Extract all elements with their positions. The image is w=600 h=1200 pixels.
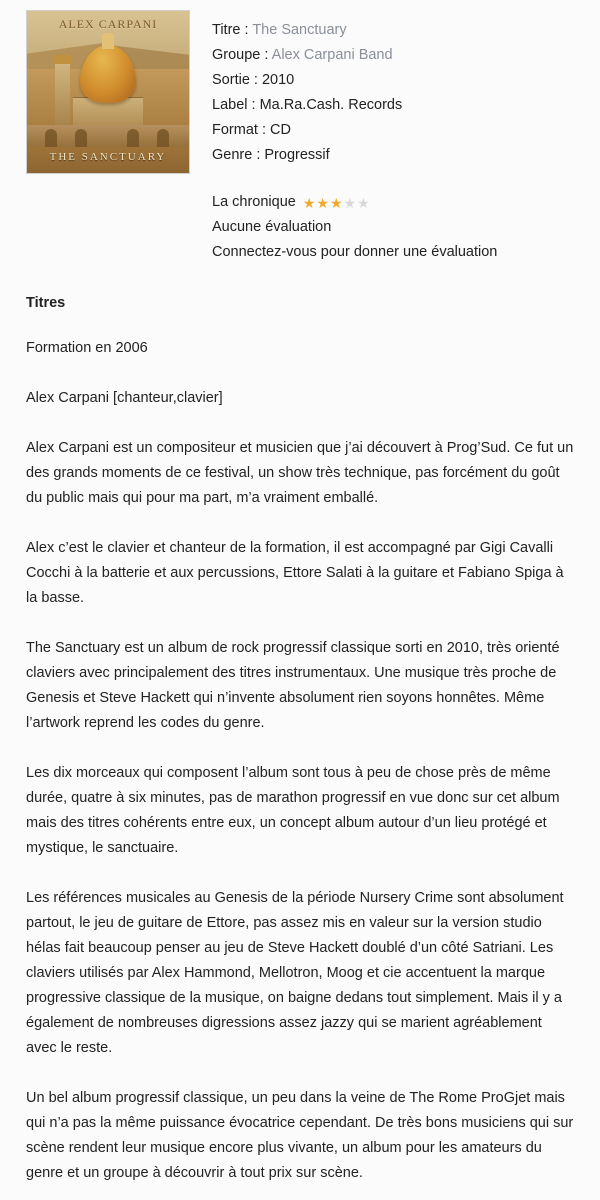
meta-row-label	[212, 93, 574, 118]
review-paragraph: Un bel album progressif classique, un peu dans la veine de The Rome ProGjet mais qui n’a pas la même puissance évocatrice cependant. De très bons musiciens qui sur scène rendent leur musique encore plus vivante, un album pour les amateurs du genre et un groupe à découvrir à tout prix sur scène.	[26, 1090, 574, 1181]
review-paragraph: Alex c’est le clavier et chanteur de la formation, il est accompagné par Gigi Cavalli Cocchi à la batterie et aux percussions, Ettore Salati à la guitare et Fabiano Spiga à la basse.	[26, 540, 564, 606]
star-icon-4[interactable]: ★	[343, 194, 358, 211]
cover-arch	[157, 129, 169, 147]
lineup-line: Alex Carpani [chanteur,clavier]	[26, 390, 223, 406]
meta-row-format	[212, 118, 574, 143]
cover-title-text: THE SANCTUARY	[49, 151, 167, 163]
cover-tower	[55, 63, 70, 125]
album-cover-wrapper	[26, 8, 194, 174]
formation-line: Formation en 2006	[26, 340, 148, 356]
meta-row-genre	[212, 143, 574, 168]
cover-arch	[75, 129, 87, 147]
meta-label-groupe: Groupe :	[212, 47, 269, 63]
review-no-rating: Aucune évaluation	[212, 219, 332, 235]
meta-row-titre	[212, 18, 574, 43]
cover-artist-text: ALEX CARPANI	[58, 17, 158, 31]
meta-value-sortie: 2010	[261, 72, 295, 88]
meta-label-format: Format :	[212, 122, 266, 138]
titles-heading: Titres	[26, 295, 66, 311]
review-body	[26, 336, 574, 1186]
meta-label-label: Label :	[212, 97, 256, 113]
rating-stars[interactable]	[303, 196, 371, 210]
meta-label-genre: Genre :	[212, 147, 261, 163]
album-header	[26, 8, 574, 265]
meta-label-titre: Titre :	[212, 22, 249, 38]
cover-arch	[45, 129, 57, 147]
review-paragraph: Les références musicales au Genesis de la période Nursery Crime sont absolument partout, le jeu de guitare de Ettore, pas assez mis en valeur sur la version studio hélas fait beaucoup penser au jeu de Steve Hackett doublé d’un côté Satriani. Les claviers utilisés par Alex Hammond, Mellotron, Moog et cie accentuent la marque progressive classique de la musique, on baigne dedans tout simplement. Mais il y a également de nombreuses digressions assez jazzy qui se marient agréablement avec le reste.	[26, 890, 564, 1056]
album-metadata	[194, 8, 574, 265]
album-cover-image	[26, 10, 190, 174]
review-rating-line	[212, 190, 574, 215]
meta-value-groupe[interactable]: Alex Carpani Band	[271, 47, 393, 63]
review-login-prompt[interactable]: Connectez-vous pour donner une évaluation	[212, 244, 498, 260]
meta-row-groupe	[212, 43, 574, 68]
meta-value-genre: Progressif	[264, 147, 330, 163]
meta-value-titre[interactable]: The Sanctuary	[252, 22, 347, 38]
review-paragraph: The Sanctuary est un album de rock progressif classique sorti en 2010, très orienté claviers avec principalement des titres instrumentaux. Une musique très proche de Genesis et Steve Hackett qui n’invente absolument rien soyons honnêtes. Même l’artwork reprend les codes du genre.	[26, 640, 560, 731]
star-icon-1[interactable]: ★	[302, 194, 317, 211]
star-icon-3[interactable]: ★	[329, 194, 344, 211]
meta-row-sortie	[212, 68, 574, 93]
review-paragraph: Alex Carpani est un compositeur et musicien que j’ai découvert à Prog’Sud. Ce fut un des grands moments de ce festival, un show très technique, pas forcément du goût du public mais qui pour ma part, m’a vraiment emballé.	[26, 440, 574, 506]
meta-label-sortie: Sortie :	[212, 72, 258, 88]
meta-value-format: CD	[270, 122, 291, 138]
cover-dome-lantern	[102, 33, 114, 49]
star-icon-2[interactable]: ★	[316, 194, 330, 211]
review-block	[212, 190, 574, 265]
cover-arch	[127, 129, 139, 147]
meta-value-label: Ma.Ra.Cash. Records	[259, 97, 403, 113]
star-icon-5[interactable]: ★	[357, 194, 371, 211]
review-paragraph: Les dix morceaux qui composent l’album sont tous à peu de chose près de même durée, quatre à six minutes, pas de marathon progressif en vue donc sur cet album mais des titres cohérents entre eux, un concept album autour d’un lieu protégé et mystique, le sanctuaire.	[26, 765, 560, 856]
review-label: La chronique	[212, 194, 296, 210]
